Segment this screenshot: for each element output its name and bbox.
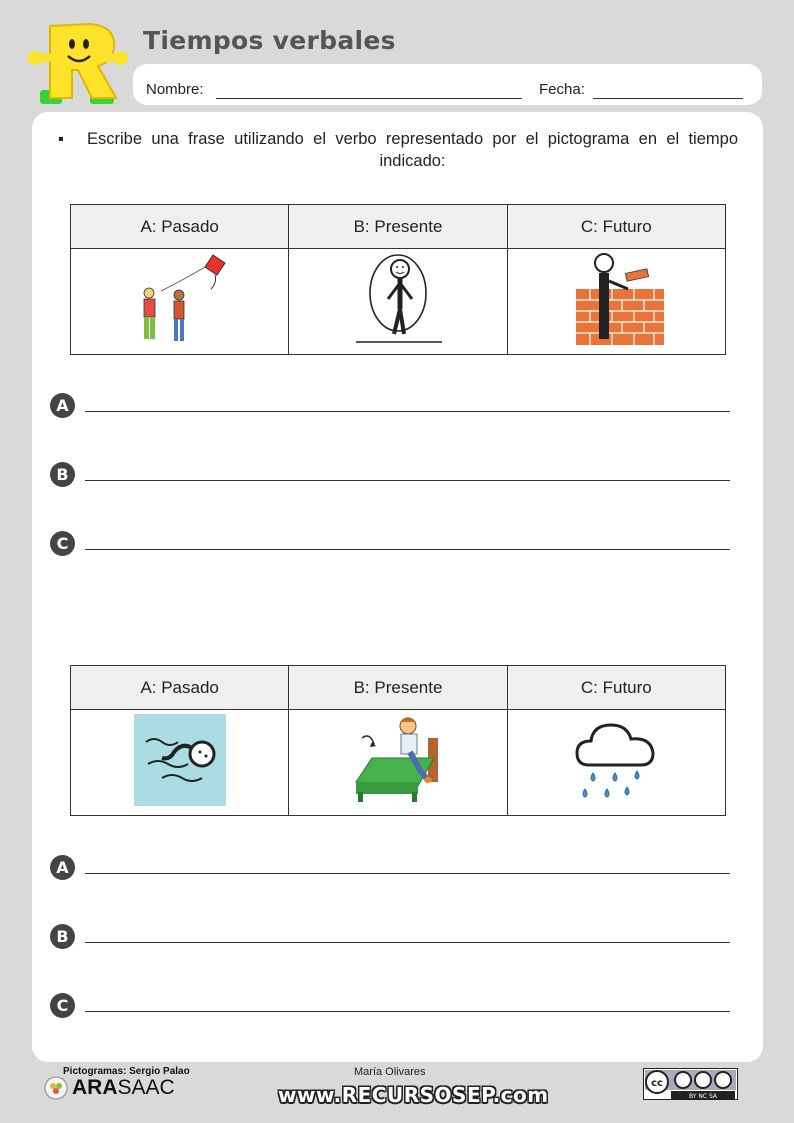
pictogram-cell xyxy=(71,710,289,816)
answer-line[interactable] xyxy=(85,942,730,943)
answer-letter-b: B xyxy=(50,924,75,949)
arasaac-icon xyxy=(44,1076,68,1100)
answer-line[interactable] xyxy=(85,480,730,481)
pictogram-cell xyxy=(289,249,507,355)
answer-line[interactable] xyxy=(85,411,730,412)
answer-line[interactable] xyxy=(85,1011,730,1012)
column-header-present: B: Presente xyxy=(289,205,507,249)
date-label: Fecha: xyxy=(539,81,585,98)
answer-row-b[interactable] xyxy=(50,462,730,488)
column-header-past: A: Pasado xyxy=(71,666,289,710)
pictogram-cell xyxy=(71,249,289,355)
author-name: María Olivares xyxy=(354,1066,426,1078)
svg-text:cc: cc xyxy=(651,1078,663,1089)
answer-row-c[interactable] xyxy=(50,993,730,1019)
swimming-pictogram xyxy=(134,714,226,806)
kite-flying-pictogram xyxy=(125,249,235,349)
pictogram-cell xyxy=(507,710,725,816)
bullet-icon: ▪ xyxy=(58,130,64,148)
column-header-future: C: Futuro xyxy=(507,205,725,249)
answer-letter-c: C xyxy=(50,993,75,1018)
pictogram-credit: Pictogramas: Sergio Palao xyxy=(63,1066,190,1077)
arasaac-rest: SAAC xyxy=(117,1076,175,1099)
answer-line[interactable] xyxy=(85,549,730,550)
name-label: Nombre: xyxy=(146,81,204,98)
answer-letter-b: B xyxy=(50,462,75,487)
arasaac-logo xyxy=(44,1076,175,1100)
column-header-present: B: Presente xyxy=(289,666,507,710)
creative-commons-license-icon xyxy=(643,1068,738,1100)
date-field[interactable] xyxy=(593,98,743,99)
raining-pictogram xyxy=(571,715,661,805)
instruction-text: Escribe una frase utilizando el verbo representado por el pictograma en el tiempo indicado: xyxy=(87,130,738,170)
name-field[interactable] xyxy=(216,98,522,99)
jump-rope-pictogram xyxy=(348,249,448,349)
website-link[interactable]: www.RECURSOSEP.com xyxy=(278,1083,549,1107)
building-wall-pictogram xyxy=(566,249,666,349)
pictogram-table-2 xyxy=(70,665,726,816)
recursosep-logo xyxy=(28,18,128,108)
page-title: Tiempos verbales xyxy=(143,26,396,55)
license-text: BY NC SA xyxy=(689,1093,717,1100)
answer-letter-c: C xyxy=(50,531,75,556)
pictogram-cell xyxy=(507,249,725,355)
answer-letter-a: A xyxy=(50,855,75,880)
column-header-past: A: Pasado xyxy=(71,205,289,249)
instructions xyxy=(58,128,738,172)
arasaac-bold: ARA xyxy=(72,1076,118,1099)
answer-row-a[interactable] xyxy=(50,855,730,881)
answer-row-b[interactable] xyxy=(50,924,730,950)
column-header-future: C: Futuro xyxy=(507,666,725,710)
pictogram-table-1 xyxy=(70,204,726,355)
name-date-bar xyxy=(133,64,762,105)
pictogram-cell xyxy=(289,710,507,816)
answer-row-c[interactable] xyxy=(50,531,730,557)
waking-up-pictogram xyxy=(348,712,448,808)
answer-letter-a: A xyxy=(50,393,75,418)
answer-row-a[interactable] xyxy=(50,393,730,419)
answer-line[interactable] xyxy=(85,873,730,874)
